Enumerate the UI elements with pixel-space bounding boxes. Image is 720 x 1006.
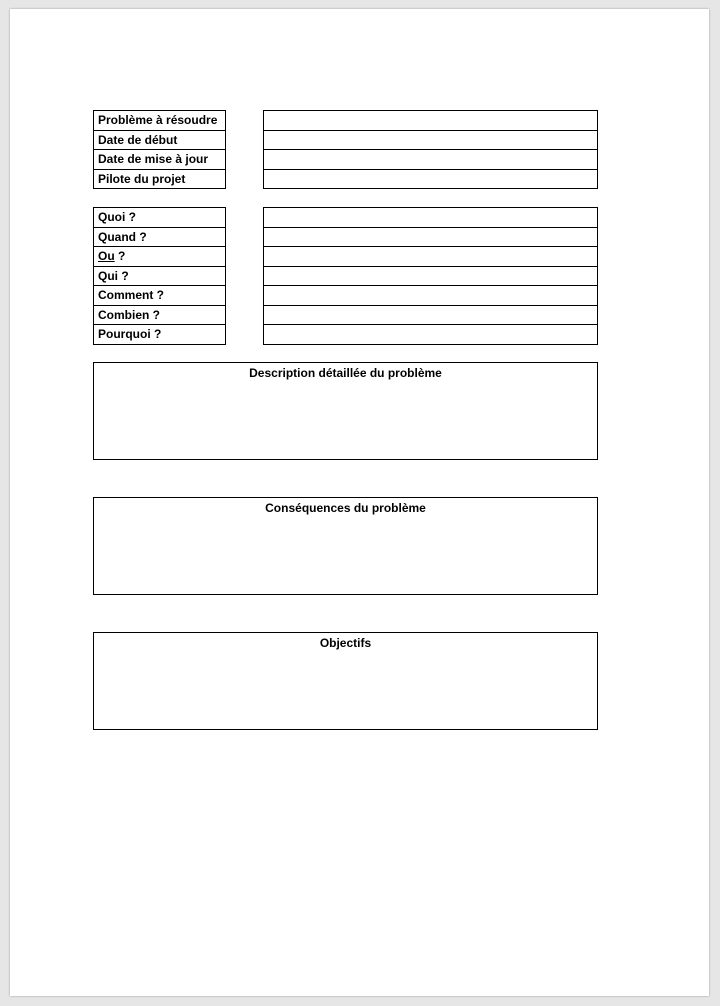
value-ou[interactable] [264, 247, 597, 267]
label-quoi: Quoi ? [94, 208, 225, 228]
qqoqccp-labels-column [93, 207, 226, 345]
label-quand: Quand ? [94, 228, 225, 248]
label-date-de-mise-a-jour: Date de mise à jour [94, 150, 225, 170]
value-probleme-a-resoudre[interactable] [264, 111, 597, 131]
value-pourquoi[interactable] [264, 325, 597, 345]
label-ou: Ou ? [94, 247, 225, 267]
qqoqccp-values-column [263, 207, 598, 345]
value-pilote-du-projet[interactable] [264, 170, 597, 190]
consequences-title: Conséquences du problème [265, 501, 426, 515]
description-title: Description détaillée du problème [249, 366, 442, 380]
value-comment[interactable] [264, 286, 597, 306]
label-qui: Qui ? [94, 267, 225, 287]
value-quoi[interactable] [264, 208, 597, 228]
label-pourquoi: Pourquoi ? [94, 325, 225, 345]
label-date-de-debut: Date de début [94, 131, 225, 151]
value-date-de-debut[interactable] [264, 131, 597, 151]
objectives-box[interactable] [93, 632, 598, 730]
value-qui[interactable] [264, 267, 597, 287]
value-combien[interactable] [264, 306, 597, 326]
document-page [10, 9, 709, 996]
info-labels-column [93, 110, 226, 189]
description-box[interactable] [93, 362, 598, 460]
value-quand[interactable] [264, 228, 597, 248]
label-combien: Combien ? [94, 306, 225, 326]
value-date-de-mise-a-jour[interactable] [264, 150, 597, 170]
label-pilote-du-projet: Pilote du projet [94, 170, 225, 190]
label-comment: Comment ? [94, 286, 225, 306]
label-ou-text: Ou [98, 249, 115, 263]
label-probleme-a-resoudre: Problème à résoudre [94, 111, 225, 131]
objectives-title: Objectifs [319, 636, 372, 650]
consequences-box[interactable] [93, 497, 598, 595]
info-values-column [263, 110, 598, 189]
